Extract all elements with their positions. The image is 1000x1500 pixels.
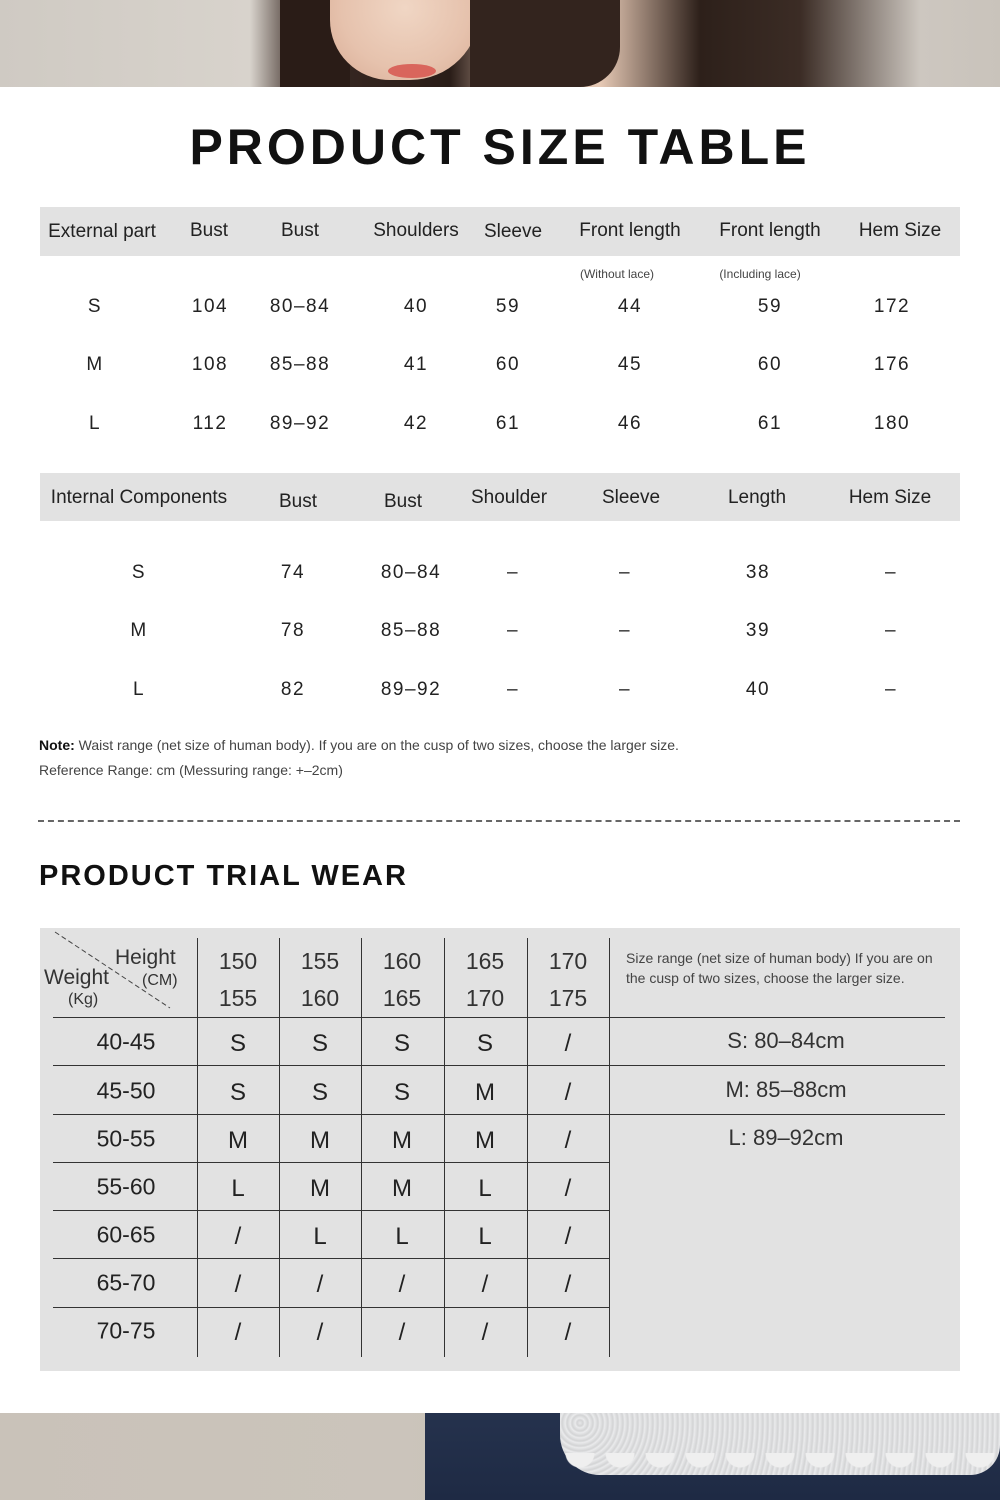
size-cell: M (475, 1079, 495, 1106)
page-title: PRODUCT SIZE TABLE (189, 119, 811, 175)
internal-cell: L (132, 679, 146, 700)
model-photo-top (0, 0, 1000, 87)
external-cell: 85–88 (269, 354, 331, 375)
internal-header: Length (727, 487, 787, 508)
size-range-label: S: 80–84cm (727, 1028, 845, 1053)
internal-cell: S (131, 562, 147, 583)
size-cell: M (310, 1175, 330, 1202)
internal-cell: 40 (745, 679, 771, 700)
internal-cell: M (130, 620, 148, 641)
size-cell: M (392, 1175, 412, 1202)
note-line-2: Reference Range: cm (Messuring range: +–2cm) (39, 762, 343, 778)
size-cell: S (311, 1079, 329, 1106)
size-cell: / (564, 1223, 572, 1250)
size-cell: S (393, 1030, 411, 1057)
internal-cell: – (506, 562, 520, 583)
external-cell: 80–84 (269, 296, 331, 317)
size-cell: / (564, 1030, 572, 1057)
grid-hline (53, 1065, 945, 1066)
external-cell: 59 (757, 296, 783, 317)
size-cell: / (234, 1223, 242, 1250)
size-cell: S (393, 1079, 411, 1106)
internal-cell: – (884, 620, 898, 641)
height-from: 160 (382, 948, 422, 974)
internal-cell: 38 (745, 562, 771, 583)
size-cell: / (316, 1271, 324, 1298)
size-cell: / (481, 1271, 489, 1298)
grid-hline (53, 1162, 609, 1163)
external-header: Bust (189, 220, 229, 241)
internal-cell: 85–88 (380, 620, 442, 641)
height-range-header (466, 943, 504, 1017)
internal-cell: 74 (280, 562, 306, 583)
size-cell: S (476, 1030, 494, 1057)
external-cell: 60 (495, 354, 521, 375)
grid-vline (197, 938, 198, 1357)
corner-cm-label: (CM) (142, 972, 178, 989)
internal-cell: 89–92 (380, 679, 442, 700)
size-cell: L (395, 1223, 409, 1250)
corner-weight-label: Weight (44, 966, 109, 989)
external-header: External part (48, 221, 156, 242)
external-cell: 61 (495, 413, 521, 434)
internal-cell: – (618, 620, 632, 641)
height-to: 165 (382, 985, 422, 1011)
height-from: 170 (548, 948, 588, 974)
size-cell: / (234, 1271, 242, 1298)
internal-header: Sleeve (601, 487, 661, 508)
note-text: Waist range (net size of human body). If you are on the cusp of two sizes, choose the larger size. (78, 737, 679, 753)
external-cell: 44 (617, 296, 643, 317)
external-subheader: (Without lace) (579, 267, 655, 281)
internal-cell: 80–84 (380, 562, 442, 583)
internal-header: Internal Components (50, 487, 228, 508)
height-from: 150 (218, 948, 258, 974)
external-cell: 46 (617, 413, 643, 434)
size-cell: / (398, 1319, 406, 1346)
external-cell: 40 (403, 296, 429, 317)
external-header: Sleeve (483, 221, 543, 242)
height-from: 155 (300, 948, 340, 974)
height-range-header (219, 943, 257, 1017)
internal-cell: 78 (280, 620, 306, 641)
external-cell: 104 (191, 296, 229, 317)
size-cell: M (310, 1127, 330, 1154)
external-cell: 45 (617, 354, 643, 375)
external-cell: 172 (873, 296, 911, 317)
grid-vline (444, 938, 445, 1357)
external-header: Shoulders (373, 220, 459, 241)
internal-cell: 39 (745, 620, 771, 641)
height-range-header (383, 943, 421, 1017)
external-cell: S (87, 296, 103, 317)
size-cell: S (229, 1030, 247, 1057)
weight-range: 70-75 (96, 1317, 156, 1344)
size-cell: / (564, 1319, 572, 1346)
size-cell: / (481, 1319, 489, 1346)
internal-header: Hem Size (848, 487, 932, 508)
height-to: 155 (218, 985, 258, 1011)
size-cell: / (398, 1271, 406, 1298)
grid-hline (53, 1017, 945, 1018)
corner-height-label: Height (115, 946, 176, 969)
external-cell: 176 (873, 354, 911, 375)
grid-vline (609, 938, 610, 1357)
grid-hline (53, 1307, 609, 1308)
size-cell: S (229, 1079, 247, 1106)
internal-cell: – (884, 562, 898, 583)
trial-wear-table (40, 928, 960, 1371)
height-range-header (549, 943, 587, 1017)
grid-hline (53, 1210, 609, 1211)
grid-vline (279, 938, 280, 1357)
height-to: 170 (465, 985, 505, 1011)
external-header: Front length (579, 220, 681, 241)
size-cell: / (564, 1127, 572, 1154)
internal-cell: 82 (280, 679, 306, 700)
grid-hline (53, 1258, 609, 1259)
weight-range: 50-55 (96, 1125, 156, 1152)
external-cell: 42 (403, 413, 429, 434)
size-cell: / (316, 1319, 324, 1346)
size-cell: / (234, 1319, 242, 1346)
internal-cell: – (506, 620, 520, 641)
height-from: 165 (465, 948, 505, 974)
external-header: Front length (719, 220, 821, 241)
size-cell: L (478, 1223, 492, 1250)
external-cell: 59 (495, 296, 521, 317)
external-cell: 180 (873, 413, 911, 434)
model-photo-bottom (0, 1413, 1000, 1500)
size-cell: / (564, 1079, 572, 1106)
weight-range: 45-50 (96, 1077, 156, 1104)
external-cell: 61 (757, 413, 783, 434)
weight-range: 65-70 (96, 1269, 156, 1296)
size-cell: L (478, 1175, 492, 1202)
internal-cell: – (618, 679, 632, 700)
size-cell: / (564, 1271, 572, 1298)
internal-cell: – (618, 562, 632, 583)
size-cell: M (228, 1127, 248, 1154)
external-cell: 89–92 (269, 413, 331, 434)
external-cell: M (86, 354, 104, 375)
size-cell: M (475, 1127, 495, 1154)
internal-header: Bust (278, 491, 318, 512)
size-cell: / (564, 1175, 572, 1202)
internal-header: Shoulder (470, 487, 548, 508)
size-cell: L (313, 1223, 327, 1250)
corner-kg-label: (Kg) (68, 991, 99, 1008)
height-range-header (301, 943, 339, 1017)
weight-range: 40-45 (96, 1028, 156, 1055)
internal-header: Bust (383, 491, 423, 512)
weight-range: 60-65 (96, 1221, 156, 1248)
note-label: Note: (39, 737, 75, 753)
weight-range: 55-60 (96, 1173, 156, 1200)
internal-cell: – (506, 679, 520, 700)
external-header: Bust (280, 220, 320, 241)
external-cell: 60 (757, 354, 783, 375)
external-subheader: (Including lace) (719, 267, 801, 281)
external-cell: 41 (403, 354, 429, 375)
note-line-1 (39, 737, 679, 753)
size-cell: S (311, 1030, 329, 1057)
height-to: 175 (548, 985, 588, 1011)
grid-vline (527, 938, 528, 1357)
internal-cell: – (884, 679, 898, 700)
size-range-label: L: 89–92cm (728, 1125, 844, 1150)
external-cell: 108 (191, 354, 229, 375)
size-cell: M (392, 1127, 412, 1154)
grid-hline (53, 1114, 945, 1115)
size-range-label: M: 85–88cm (725, 1077, 847, 1102)
external-header: Hem Size (858, 220, 942, 241)
size-cell: L (231, 1175, 245, 1202)
grid-vline (361, 938, 362, 1357)
external-cell: 112 (192, 413, 228, 434)
trial-size-note: Size range (net size of human body) If you are on the cusp of two sizes, choose the larger size. (626, 950, 933, 986)
section-divider (38, 820, 960, 822)
trial-title: PRODUCT TRIAL WEAR (39, 860, 408, 892)
external-cell: L (88, 413, 102, 434)
height-to: 160 (300, 985, 340, 1011)
